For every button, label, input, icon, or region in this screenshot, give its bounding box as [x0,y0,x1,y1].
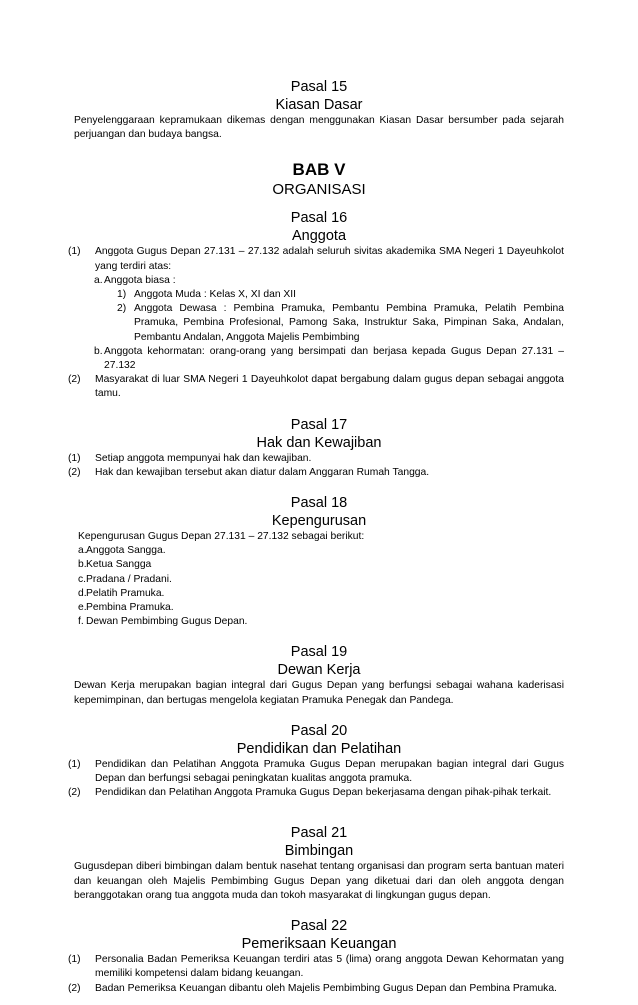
item-text: Pendidikan dan Pelatihan Anggota Pramuka Gugus Depan merupakan bagian integral dari Gugus Depan dan berfungsi sebagai peningkatan kualitas anggota pramuka. [95,758,564,785]
item-text: Hak dan kewajiban tersebut akan diatur dalam Anggaran Rumah Tangga. [95,466,430,478]
pasal-19-heading: Pasal 19 [290,644,348,661]
item-number: (2) [68,982,81,994]
pasal-15-text: Penyelenggaraan kepramukaan dikemas dengan menggunakan Kiasan Dasar bersumber pada sejarah perjuangan dan budaya bangsa. [74,115,564,141]
pasal-20-heading: Pasal 20 [290,722,348,739]
pasal-16-item-1 [68,245,564,273]
item-letter: a. [94,274,103,286]
pasal-17-title: Hak dan Kewajiban [256,434,382,451]
item-letter: e. [78,602,87,614]
pasal-21-heading: Pasal 21 [290,825,348,842]
item-number: 2) [117,303,127,315]
pasal-22-heading: Pasal 22 [290,918,348,935]
item-text: Setiap anggota mempunyai hak dan kewajiban. [95,452,312,464]
item-text: Pradana / Pradani. [86,573,172,585]
item-text: Anggota kehormatan: orang-orang yang bersimpati dan berjasa kepada Gugus Depan 27.131 – 27.132 [104,345,564,372]
document-body [68,78,564,996]
pasal-16-item-a1 [74,288,564,302]
pasal-16-item-a2 [74,302,564,345]
item-number: (2) [68,787,81,799]
pasal-18-item-b [74,558,564,572]
pasal-18-item-e [74,601,564,615]
item-text: Pembina Pramuka. [86,602,174,614]
item-text: Anggota biasa : [104,274,176,286]
pasal-16-item-2 [68,373,564,401]
pasal-22-item-2 [68,982,564,996]
pasal-18-title: Kepengurusan [271,513,367,530]
item-text: Masyarakat di luar SMA Negeri 1 Dayeuhkolot dapat bergabung dalam gugus depan sebagai anggota tamu. [95,374,564,400]
pasal-22-title: Pemeriksaan Keuangan [241,936,397,953]
pasal-18-item-f [74,615,564,629]
item-text: Badan Pemeriksa Keuangan dibantu oleh Majelis Pembimbing Gugus Depan dan Pembina Pramuka. [95,982,557,994]
item-letter: c. [78,573,87,585]
pasal-16-heading: Pasal 16 [290,210,348,227]
pasal-17-heading: Pasal 17 [290,416,348,433]
pasal-18-item-c [74,573,564,587]
pasal-15-title: Kiasan Dasar [275,97,363,113]
item-letter: b. [94,345,103,357]
item-number: (2) [68,466,81,478]
item-text: Dewan Pembimbing Gugus Depan. [86,616,248,628]
pasal-21-text: Gugusdepan diberi bimbingan dalam bentuk nasehat tentang organisasi dan program serta bantuan materi dan keuangan oleh Majelis Pembimbing Gugus Depan yang diketuai dari dan oleh anggota dengan beranggotakan orang tua anggota muda dan tokoh masyarakat di lingkungan gugus depan. [74,861,564,901]
item-text: Anggota Gugus Depan 27.131 – 27.132 adalah seluruh sivitas akademika SMA Negeri 1 Dayeuhkolot yang terdiri atas: [95,246,564,272]
pasal-18-intro: Kepengurusan Gugus Depan 27.131 – 27.132 sebagai berikut: [78,531,365,543]
item-letter: b. [78,559,87,571]
pasal-17-item-2 [68,466,564,480]
pasal-20-item-2 [68,786,564,800]
item-number: (1) [68,246,81,258]
chapter-title: ORGANISASI [272,181,366,199]
item-number: (1) [68,954,81,966]
item-text: Anggota Muda : Kelas X, XI dan XII [134,289,296,301]
item-letter: a. [78,545,87,557]
item-number: (1) [68,452,81,464]
item-number: (1) [68,758,81,770]
item-text: Personalia Badan Pemeriksa Keuangan terdiri atas 5 (lima) orang anggota Dewan Kehormatan yang memiliki kompetensi dalam bidang keuangan. [95,954,564,980]
item-text: Anggota Dewasa : Pembina Pramuka, Pembantu Pembina Pramuka, Pelatih Pembina Pramuka, Pembina Profesional, Pamong Saka, Instruktur Saka, Pimpinan Saka, Andalan, Pembantu Andalan, Anggota Majelis Pembimbing [134,303,564,343]
pasal-15-heading: Pasal 15 [290,79,348,95]
item-number: (2) [68,374,81,386]
pasal-18-heading: Pasal 18 [290,495,348,512]
pasal-19-title: Dewan Kerja [277,662,361,679]
pasal-16-item-b [74,345,564,373]
item-letter: d. [78,587,87,599]
item-text: Pelatih Pramuka. [86,587,165,599]
pasal-20-title: Pendidikan dan Pelatihan [236,740,402,757]
item-text: Ketua Sangga [86,559,152,571]
pasal-21-title: Bimbingan [284,843,354,860]
chapter-heading: BAB V [292,160,346,180]
item-text: Anggota Sangga. [86,545,166,557]
pasal-18-item-a [74,544,564,558]
pasal-16-title: Anggota [291,228,347,245]
pasal-20-item-1 [68,758,564,786]
pasal-16-item-a [74,274,564,288]
pasal-17-item-1 [68,452,564,466]
pasal-22-item-1 [68,953,564,981]
item-letter: f. [78,616,84,628]
pasal-19-text: Dewan Kerja merupakan bagian integral dari Gugus Depan yang berfungsi sebagai wahana kaderisasi kepemimpinan, dan bertugas mengelola kegiatan Pramuka Penegak dan Pandega. [74,680,564,706]
pasal-18-item-d [74,587,564,601]
item-number: 1) [117,289,127,301]
item-text: Pendidikan dan Pelatihan Anggota Pramuka Gugus Depan bekerjasama dengan pihak-pihak terkait. [95,787,552,799]
